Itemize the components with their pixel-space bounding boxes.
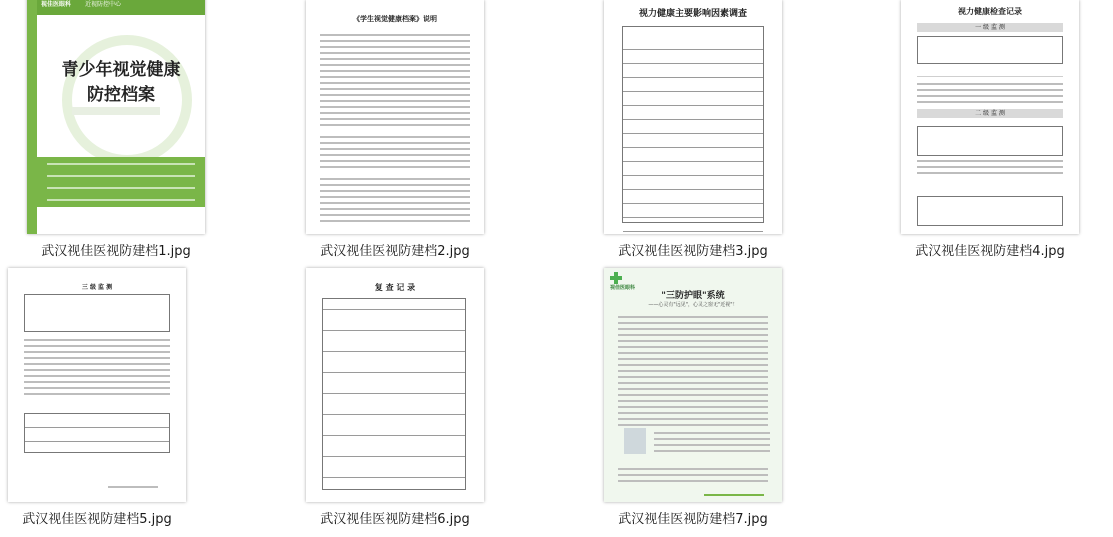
file-thumbnail[interactable] [604, 268, 782, 502]
file-name[interactable]: 武汉视佳医视防建档6.jpg [320, 512, 470, 527]
doc-title: 《学生视觉健康档案》说明 [353, 15, 437, 23]
brand-subtitle: 近视防控中心 [85, 1, 122, 8]
doctor-photo [624, 428, 646, 454]
doc-subtitle: ——心灵有"远见"，心灵之窗无"近视"！ [648, 302, 738, 308]
file-tile[interactable] [8, 268, 186, 532]
file-tile[interactable] [306, 268, 484, 532]
file-thumbnail[interactable] [306, 0, 484, 234]
file-thumbnail[interactable] [27, 0, 205, 234]
file-name[interactable]: 武汉视佳医视防建档7.jpg [618, 512, 768, 527]
file-thumbnail[interactable] [901, 0, 1079, 234]
file-name[interactable]: 武汉视佳医视防建档2.jpg [320, 244, 470, 259]
doc-title: 三 级 监 测 [81, 284, 113, 291]
file-tile[interactable] [604, 268, 782, 532]
cover-subtitle: 防控档案 [87, 85, 155, 105]
file-name[interactable]: 武汉视佳医视防建档1.jpg [41, 244, 191, 259]
file-tile[interactable] [27, 0, 205, 264]
file-name[interactable]: 武汉视佳医视防建档3.jpg [618, 244, 768, 259]
section-header: 一 级 监 测 [917, 23, 1063, 32]
doc-title: "三防护眼"系统 [661, 291, 725, 301]
brand-logo: 视佳医眼科 [41, 1, 72, 8]
file-name[interactable]: 武汉视佳医视防建档5.jpg [22, 512, 172, 527]
doc-title: 视力健康主要影响因素调查 [638, 9, 747, 19]
brand-logo: 视佳医眼科 [610, 285, 636, 291]
section-header: 二 级 监 测 [917, 109, 1063, 118]
file-tile[interactable] [901, 0, 1079, 264]
file-tile[interactable] [604, 0, 782, 264]
doc-title: 复 查 记 录 [374, 283, 416, 292]
file-thumbnail[interactable] [8, 268, 186, 502]
file-name[interactable]: 武汉视佳医视防建档4.jpg [915, 244, 1065, 259]
file-thumbnail[interactable] [604, 0, 782, 234]
doc-title: 视力健康检查记录 [958, 7, 1022, 16]
file-tile[interactable] [306, 0, 484, 264]
cover-title: 青少年视觉健康 [61, 60, 181, 80]
file-thumbnail[interactable] [306, 268, 484, 502]
